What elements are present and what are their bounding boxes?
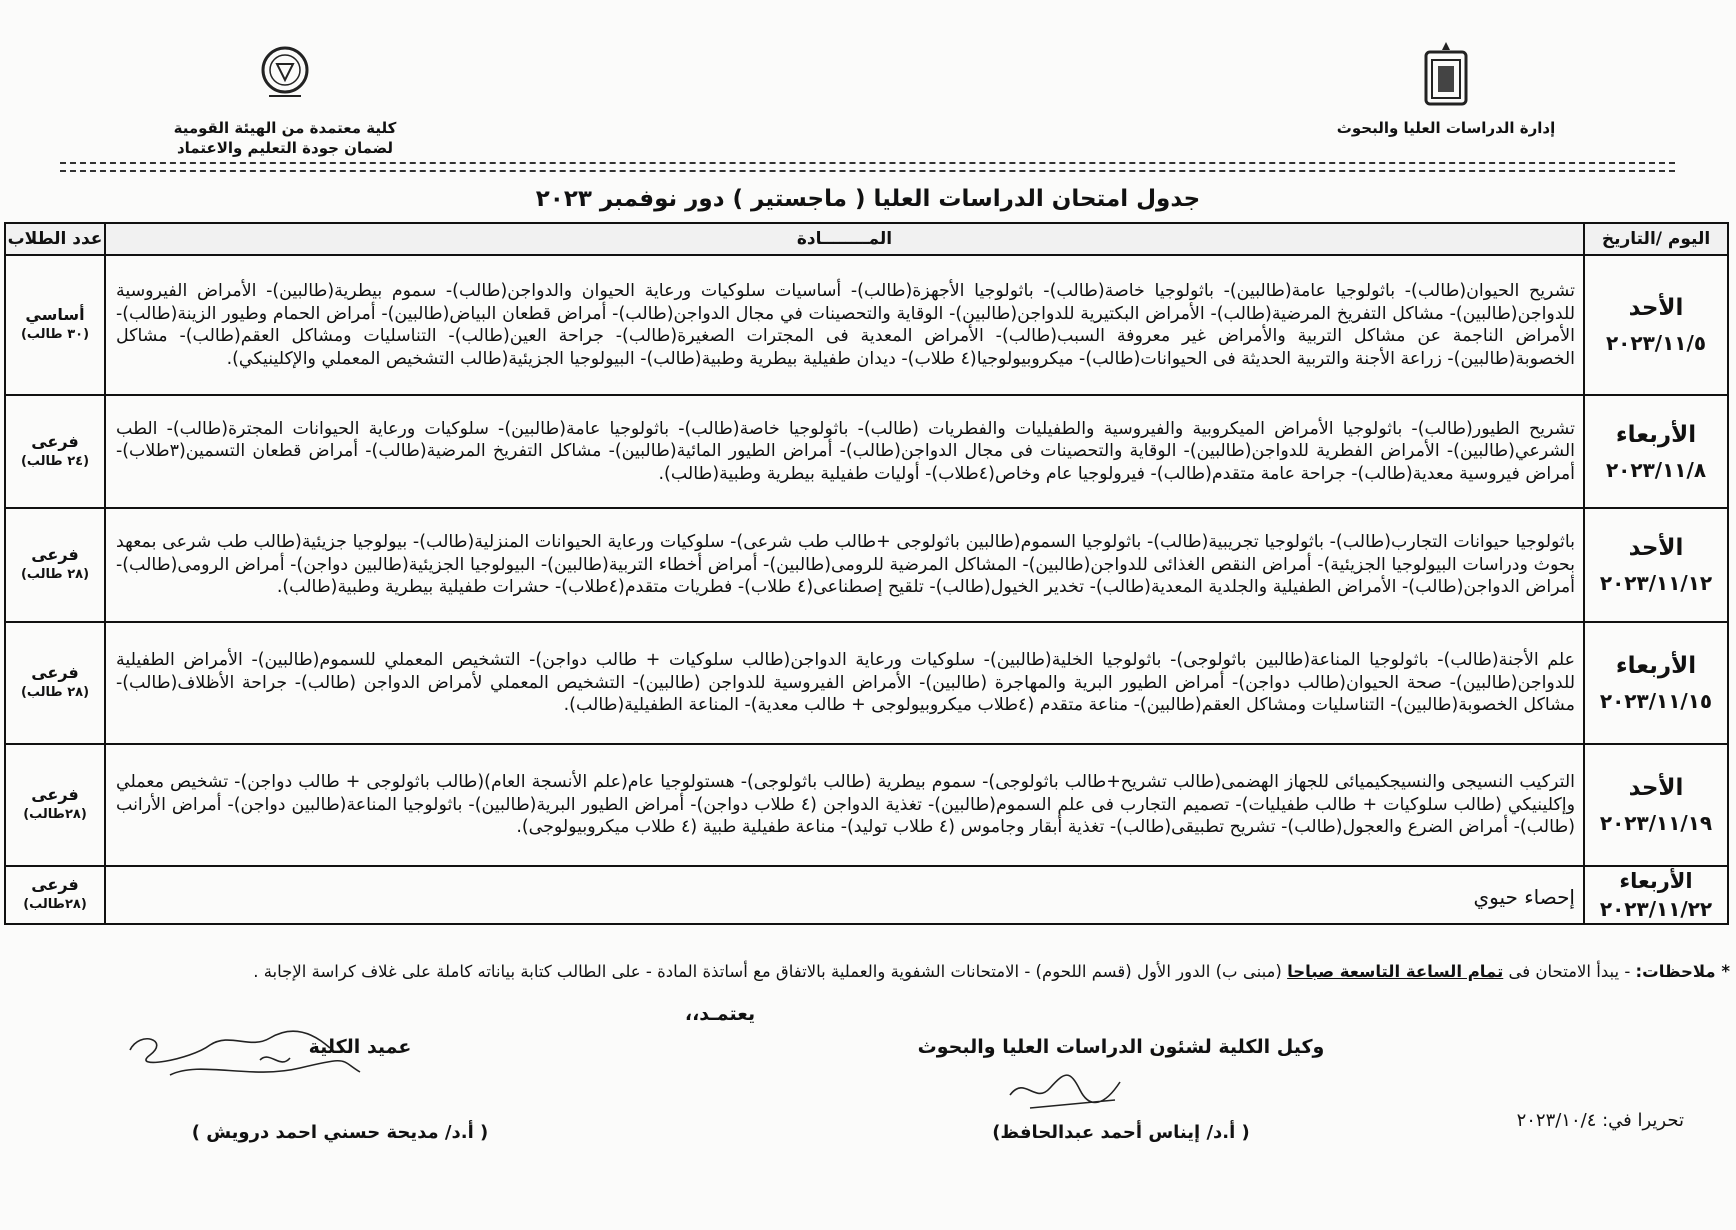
accreditation-text: [150, 118, 420, 158]
student-count: (٢٨طالب): [23, 807, 87, 822]
header-left: [150, 40, 420, 158]
subjects-cell: تشريح الحيوان(طالب)- باثولوجيا عامة(طالبين)- باثولوجيا خاصة(طالب)- باثولوجيا الأجهزة(طالب)- أساسيات سلوكيات ورعاية الحيوان والدواجن(طالب)- سموم بيطرية(طالبين)- الأمراض الفيروسية للدواجن(طالبين)- مشاكل التفريخ المرضية(طالب)- الأمراض البكتيرية للدواجن(طالبين)- الوقاية والتحصينات في مجال الدواجن(طالب)- أمراض قطعان البياض(طالبين)- أمراض الحمام وطيور الزينة(طالب)- الأمراض الناجمة عن مشاكل التربية والأمراض غير معروفة السبب(طالب)- الأمراض المعدية فى المجترات الصغيرة(طالب)- جراحة العين(طالب)- التناسليات ومشاكل العقم(طالب)- مشاكل الخصوبة(طالبين)- زراعة الأجنة والتربية الحديثة فى الحيوانات(طالب)- ميكروبيولوجيا(٤ طلاب)- ديدان طفيلية بيطرية وطبية(طالب)- البيولوجيا الجزيئية(طالب التشخيص المعملي والإكلينيكي).: [105, 255, 1584, 395]
accreditation-line-2: لضمان جودة التعليم والاعتماد: [176, 139, 394, 157]
day-date-cell: [1584, 622, 1728, 744]
table-row: [5, 255, 1728, 395]
exam-date: ٢٠٢٣/١١/١٢: [1599, 571, 1713, 595]
approval-label: يعتمـد،،: [684, 1003, 756, 1025]
exam-type: فرعى: [31, 663, 79, 682]
day-name: الأحد: [1628, 535, 1684, 561]
student-count: (٣٠ طالب): [20, 327, 90, 342]
student-count: (٢٨ طالب): [20, 685, 90, 700]
student-count-cell: [5, 508, 105, 622]
exam-type: فرعى: [31, 431, 79, 451]
day-date-cell: [1584, 866, 1728, 924]
dean-name: ( أ.د/ مديحة حسني احمد درويش ): [191, 1122, 489, 1143]
exam-type: فرعى: [31, 545, 79, 564]
accreditation-line-1: كلية معتمدة من الهيئة القومية: [173, 119, 397, 137]
vice-dean-name: ( أ.د/ إيناس أحمد عبدالحافظ): [992, 1122, 1250, 1143]
header-student-count: عدد الطلاب: [5, 223, 105, 255]
issue-date: تحريرا في: ٢٠٢٣/١٠/٤: [1516, 1110, 1684, 1131]
notes-exam-time: تمام الساعة التاسعة صباحا: [1287, 962, 1504, 981]
student-count-cell: [5, 622, 105, 744]
table-row: [5, 395, 1728, 508]
day-name: الأحد: [1628, 295, 1684, 321]
exam-date: ٢٠٢٣/١١/٨: [1605, 457, 1707, 482]
exam-type: أساسي: [25, 305, 85, 324]
exam-type: فرعى: [31, 875, 79, 894]
vice-dean-signature: [1000, 1060, 1140, 1120]
day-name: الأربعاء: [1615, 421, 1697, 448]
day-date-cell: [1584, 744, 1728, 866]
exam-date: ٢٠٢٣/١١/٥: [1605, 331, 1707, 355]
table-row: [5, 508, 1728, 622]
subjects-cell: باثولوجيا حيوانات التجارب(طالب)- باثولوجيا تجريبية(طالب)- باثولوجيا السموم(طالبين باثولوجى +طالب طب شرعى)- سلوكيات ورعاية الحيوانات المنزلية(طالب)- بيولوجيا جزيئية(طالب طب شرعى بمعهد بحوث ودراسات البيولوجيا الجزيئية)- أمراض النقص الغذائى للدواجن(طالبين)- المشاكل المرضية للرومى(طالبين)- أمراض أخطاء التربية(طالبين)- البيولوجيا الجزيئية(طالبين دواجن)- أمراض الرومى(طالب)- أمراض الدواجن(طالب)- الأمراض الطفيلية والجلدية المعدية(طالب)- تخدير الخيول(طالب)- تلقيح إصطناعى(٤ طلاب)- فطريات متقدم(٤طلاب)- حشرات طفيلية بيطرية وطبية(طالب).: [105, 508, 1584, 622]
student-count: (٢٨ طالب): [20, 567, 90, 582]
header-right: [1316, 40, 1576, 138]
document-title: جدول امتحان الدراسات العليا ( ماجستير ) دور نوفمبر ٢٠٢٣: [535, 186, 1201, 212]
day-name: الأحد: [1628, 775, 1684, 801]
table-row: [5, 622, 1728, 744]
exam-type: فرعى: [31, 785, 79, 804]
dean-signature: [110, 1020, 370, 1100]
exam-date: ٢٠٢٣/١١/١٥: [1599, 689, 1713, 713]
day-name: الأربعاء: [1615, 653, 1697, 679]
university-emblem-icon: [1416, 40, 1476, 108]
subjects-cell: علم الأجنة(طالب)- باثولوجيا المناعة(طالبين باثولوجى)- باثولوجيا الخلية(طالبين)- سلوكيات ورعاية الدواجن(طالب سلوكيات + طالب دواجن)- التشخيص المعملي للسموم(طالبين)- الأمراض الطفيلية للدواجن(طالبين)- صحة الحيوان(طالب دواجن)- أمراض الطيور البرية والمهاجرة (طالبين)- الأمراض الفيروسية للدواجن (طالبين)- التشخيص المعملي لأمراض الدواجن (طالب)- جراحة الأظلاف(طالب)- مشاكل الخصوبة(طالبين)- التناسليات ومشاكل العقم(طالبين)- مناعة متقدم (٤طلاب ميكروبيولوجى + طالب معدية)- المناعة الطفيلية(طالب).: [105, 622, 1584, 744]
student-count-cell: [5, 255, 105, 395]
notes-label: * ملاحظات:: [1635, 962, 1730, 981]
student-count-cell: [5, 866, 105, 924]
header-separator: [60, 162, 1675, 172]
notes-part-2: (مبنى ب) الدور الأول (قسم اللحوم) - الامتحانات الشفوية والعملية بالاتفاق مع أساتذة المادة - على الطالب كتابة بياناته كاملة على غلاف كراسة الإجابة .: [253, 962, 1282, 981]
subjects-cell: تشريح الطيور(طالب)- باثولوجيا الأمراض الميكروبية والفيروسية والطفيليات والفطريات (طالب)- باثولوجيا خاصة(طالب)- باثولوجيا عامة(طالبين)- سلوكيات ورعاية الحيوانات المجترة(طالب)- الطب الشرعي(طالبين)- الأمراض الفطرية للدواجن(طالبين)- الوقاية والتحصينات فى مجال الدواجن(طالب)- أمراض الطيور المائية(طالبين)- مشاكل التفريخ المرضية(طالب)- أمراض قطعان التسمين(٣طلاب)- أمراض فيروسية معدية(طالب)- جراحة عامة متقدم(طالب)- فيرولوجيا عام وخاص(٤طلاب)- أوليات طفيلية بيطرية وطبية(طالب).: [105, 395, 1584, 508]
dean-title: عميد الكلية: [308, 1036, 412, 1058]
faculty-logo-icon: [255, 40, 315, 108]
subjects-cell: التركيب النسيجى والنسيجكيميائى للجهاز الهضمى(طالب تشريح+طالب باثولوجى)- سموم بيطرية (طالب باثولوجى)- هستولوجيا عام(علم الأنسجة العام)(طالب باثولوجى + طالب دواجن)- تشخيص معملي وإكلينيكي (طالب سلوكيات + طالب طفيليات)- تصميم التجارب فى علم السموم(طالبين)- تغذية الدواجن (٤ طلاب دواجن)- أمراض الطيور البرية(طالبين)- باثولوجيا المناعة(طالبين دواجن)- أمراض الأرانب (طالب)- أمراض الضرع والعجول(طالب)- تشريح تطبيقى(طالب)- تغذية أبقار وجاموس (٤ طلاب توليد)- مناعة طفيلية طبية (٤ طلاب ميكروبيولوجى).: [105, 744, 1584, 866]
day-date-cell: [1584, 508, 1728, 622]
exam-date: ٢٠٢٣/١١/٢٢: [1599, 897, 1713, 921]
header-subject: المــــــــادة: [105, 223, 1584, 255]
day-date-cell: [1584, 395, 1728, 508]
day-name: الأربعاء: [1619, 869, 1693, 893]
header-day-date: اليوم /التاريخ: [1584, 223, 1728, 255]
table-row: [5, 744, 1728, 866]
student-count-cell: [5, 744, 105, 866]
vice-dean-title: وكيل الكلية لشئون الدراسات العليا والبحوث: [917, 1036, 1325, 1058]
table-header-row: [5, 223, 1728, 255]
subjects-cell: إحصاء حيوي: [105, 866, 1584, 924]
department-name: إدارة الدراسات العليا والبحوث: [1336, 119, 1556, 137]
exam-date: ٢٠٢٣/١١/١٩: [1599, 811, 1713, 835]
student-count-cell: [5, 395, 105, 508]
notes: [6, 962, 1730, 981]
student-count: (٢٨طالب): [23, 897, 87, 912]
exam-schedule-table: [4, 222, 1729, 925]
notes-part-1: - يبدأ الامتحان فى: [1508, 962, 1631, 981]
day-date-cell: [1584, 255, 1728, 395]
table-row: [5, 866, 1728, 924]
student-count: (٢٤ طالب): [20, 453, 90, 469]
